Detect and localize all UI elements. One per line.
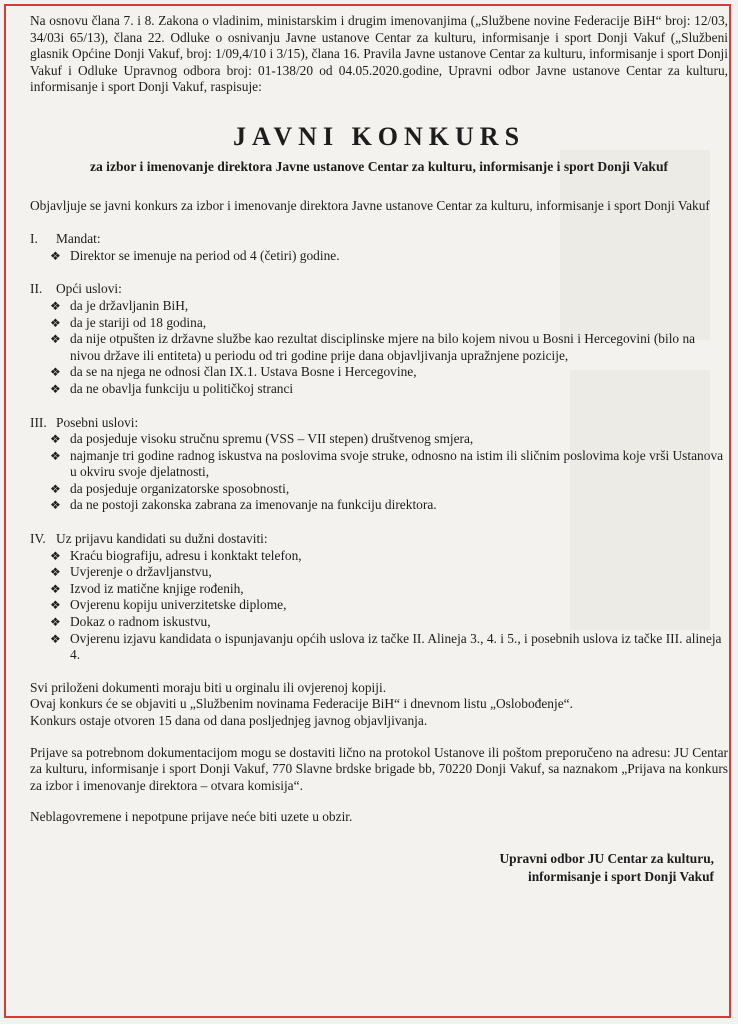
list-item-text: da nije otpušten iz državne službe kao rezultat disciplinske mjere na bilo kojem nivou u Bosni i Hercegovini (bilo na nivou države ili entiteta) u periodu od tri godine prije dana objavljivanja upražnjene pozicije, [70,331,696,363]
list-item-text: Uvjerenje o državljanstvu, [70,564,212,580]
list-item-text: Ovjerenu izjavu kandidata o ispunjavanju općih uslova iz tačke II. Alineja 3., 4. i 5., i posebnih uslova iz tačke III. alineja 4. [70,630,722,663]
list-item [50,431,728,448]
closing-paragraph [30,680,728,730]
list-item-text: najmanje tri godine radnog iskustva na poslovima svoje struke, odnosno na istim ili sličnim poslovima koje vrši Ustanova u okviru svoje djelatnosti, [70,447,724,480]
list-item-text: Kraću biografiju, adresu i konktakt telefon, [70,547,302,563]
diamond-bullet-icon: ❖ [50,581,61,596]
diamond-bullet-icon: ❖ [50,548,61,563]
document-subtitle: za izbor i imenovanje direktora Javne ustanove Centar za kulturu, informisanje i sport Donji Vakuf [89,158,669,174]
list-item [50,564,728,581]
section-numeral: IV. [30,531,46,547]
list-item [50,248,728,265]
late-applications-notice: Neblagovremene i nepotpune prijave neće biti uzete u obzir. [30,809,353,825]
list-item [50,548,728,565]
section-heading-text: Mandat: [56,231,101,247]
closing-line: Konkurs ostaje otvoren 15 dana od dana posljednjeg javnog objavljivanja. [30,713,428,728]
list-item [50,631,728,664]
diamond-bullet-icon: ❖ [50,615,61,630]
lead-paragraph: Objavljuje se javni konkurs za izbor i imenovanje direktora Javne ustanove Centar za kulturu, informisanje i sport Donji Vakuf [30,197,710,213]
diamond-bullet-icon: ❖ [50,448,61,463]
list-item [50,497,728,514]
closing-line: Ovaj konkurs će se objaviti u „Službenim novinama Federacije BiH“ i dnevnom listu „Oslobođenje“. [30,696,573,712]
list-item [50,331,728,364]
section-items [30,548,728,664]
signature-line: Upravni odbor JU Centar za kulturu, [499,850,714,866]
diamond-bullet-icon: ❖ [50,381,61,396]
list-item [50,381,728,398]
application-paragraph: Prijave sa potrebnom dokumentacijom mogu se dostaviti lično na protokol Ustanove ili poštom preporučeno na adresu: JU Centar za kulturu, informisanje i sport Donji Vakuf, 770 Slavne brdske brigade bb, 70220 Donji Vakuf, sa naznakom „Prijava na konkurs za izbor i imenovanje direktora – otvara komisija“. [30,744,728,793]
list-item [50,614,728,631]
diamond-bullet-icon: ❖ [50,631,61,646]
list-item-text: Izvod iz matične knjige rođenih, [70,580,244,596]
list-item-text: Dokaz o radnom iskustvu, [70,614,211,630]
list-item-text: Ovjerenu kopiju univerzitetske diplome, [70,597,287,613]
diamond-bullet-icon: ❖ [50,481,61,496]
diamond-bullet-icon: ❖ [50,432,61,447]
document-body [30,13,728,886]
section [30,281,728,397]
section-heading-text: Posebni uslovi: [56,414,139,430]
section-numeral: I. [30,231,38,247]
document-title: JAVNI KONKURS [232,121,526,151]
list-item [50,597,728,614]
signature-block [30,850,728,886]
list-item-text: Direktor se imenuje na period od 4 (četiri) godine. [70,247,340,263]
section [30,231,728,264]
closing-line: Svi priloženi dokumenti moraju biti u orginalu ili ovjerenoj kopiji. [30,679,387,695]
diamond-bullet-icon: ❖ [50,498,61,513]
section-items [30,248,728,265]
list-item-text: da je stariji od 18 godina, [70,314,207,330]
section-heading [30,231,728,248]
diamond-bullet-icon: ❖ [50,332,61,347]
list-item [50,481,728,498]
list-item-text: da je državljanin BiH, [70,297,189,313]
diamond-bullet-icon: ❖ [50,365,61,380]
diamond-bullet-icon: ❖ [50,315,61,330]
diamond-bullet-icon: ❖ [50,298,61,313]
list-item-text: da posjeduje visoku stručnu spremu (VSS – VII stepen) društvenog smjera, [70,431,474,447]
section-heading [30,415,728,432]
diamond-bullet-icon: ❖ [50,598,61,613]
section-numeral: II. [30,281,43,297]
list-item [50,364,728,381]
section-items [30,298,728,398]
list-item-text: da posjeduje organizatorske sposobnosti, [70,480,290,496]
legal-basis-paragraph: Na osnovu člana 7. i 8. Zakona o vladinim, ministarskim i drugim imenovanjima („Službene novine Federacije BiH“ broj: 12/03, 34/03i 65/13), člana 22. Odluke o osnivanju Javne ustanove Centar za kulturu, informisanje i sport Donji Vakuf („Službeni glasnik Općine Donji Vakuf, broj: 1/09,4/10 i 3/15), člana 16. Pravila Javne ustanove Centar za kulturu, informisanje i sport Donji Vakuf i Odluke Upravnog odbora broj: 01-138/20 od 04.05.2020.godine, Upravni odbor Javne ustanove Centar za kulturu, informisanje i sport Donji Vakuf, raspisuje: [30,13,728,95]
list-item [50,581,728,598]
list-item-text: da se na njega ne odnosi član IX.1. Ustava Bosne i Hercegovine, [70,364,417,380]
list-item [50,448,728,481]
diamond-bullet-icon: ❖ [50,565,61,580]
section-heading-text: Uz prijavu kandidati su dužni dostaviti: [56,531,268,547]
section-heading [30,281,728,298]
section-heading [30,531,728,548]
sections-list [30,231,728,664]
list-item [50,315,728,332]
list-item-text: da ne postoji zakonska zabrana za imenovanje na funkciju direktora. [70,497,437,513]
section [30,415,728,515]
diamond-bullet-icon: ❖ [50,248,61,263]
section-heading-text: Opći uslovi: [56,281,122,297]
section-items [30,431,728,514]
list-item-text: da ne obavlja funkciju u političkoj stranci [70,380,294,396]
list-item [50,298,728,315]
section-numeral: III. [30,414,47,430]
signature-line: informisanje i sport Donji Vakuf [527,868,714,884]
section [30,531,728,664]
